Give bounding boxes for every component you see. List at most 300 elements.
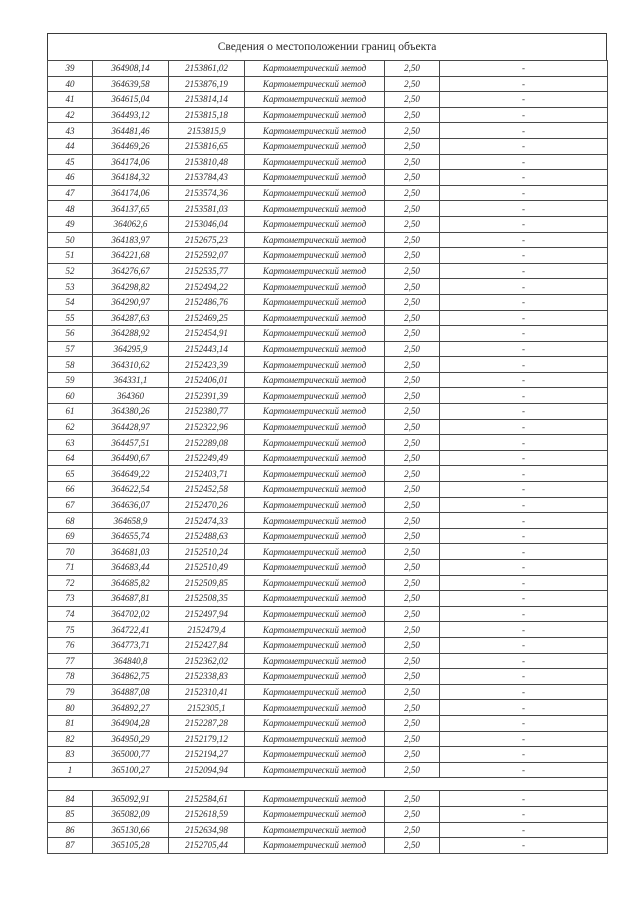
x-coordinate-cell: 364658,9 bbox=[93, 513, 169, 529]
point-number-cell: 84 bbox=[48, 791, 93, 807]
accuracy-cell: 2,50 bbox=[385, 669, 440, 685]
y-coordinate-cell: 2152179,12 bbox=[169, 731, 245, 747]
note-cell: - bbox=[440, 170, 608, 186]
note-cell: - bbox=[440, 92, 608, 108]
table-row bbox=[48, 669, 608, 685]
point-number-cell: 52 bbox=[48, 263, 93, 279]
table-row bbox=[48, 822, 608, 838]
table-row bbox=[48, 404, 608, 420]
x-coordinate-cell: 364655,74 bbox=[93, 528, 169, 544]
method-cell: Картометрический метод bbox=[245, 747, 385, 763]
method-cell: Картометрический метод bbox=[245, 450, 385, 466]
accuracy-cell: 2,50 bbox=[385, 201, 440, 217]
table-row bbox=[48, 731, 608, 747]
table-row bbox=[48, 450, 608, 466]
table-row bbox=[48, 435, 608, 451]
table-row bbox=[48, 591, 608, 607]
y-coordinate-cell: 2152584,61 bbox=[169, 791, 245, 807]
y-coordinate-cell: 2152474,33 bbox=[169, 513, 245, 529]
method-cell: Картометрический метод bbox=[245, 591, 385, 607]
x-coordinate-cell: 364493,12 bbox=[93, 107, 169, 123]
table-row bbox=[48, 216, 608, 232]
method-cell: Картометрический метод bbox=[245, 388, 385, 404]
method-cell: Картометрический метод bbox=[245, 341, 385, 357]
x-coordinate-cell: 364887,08 bbox=[93, 684, 169, 700]
method-cell: Картометрический метод bbox=[245, 466, 385, 482]
point-number-cell: 62 bbox=[48, 419, 93, 435]
note-cell: - bbox=[440, 107, 608, 123]
x-coordinate-cell: 364481,46 bbox=[93, 123, 169, 139]
x-coordinate-cell: 364639,58 bbox=[93, 76, 169, 92]
x-coordinate-cell: 365130,66 bbox=[93, 822, 169, 838]
x-coordinate-cell: 364310,62 bbox=[93, 357, 169, 373]
y-coordinate-cell: 2152423,39 bbox=[169, 357, 245, 373]
y-coordinate-cell: 2152494,22 bbox=[169, 279, 245, 295]
table-row bbox=[48, 497, 608, 513]
x-coordinate-cell: 364702,02 bbox=[93, 606, 169, 622]
note-cell: - bbox=[440, 263, 608, 279]
x-coordinate-cell: 364174,06 bbox=[93, 185, 169, 201]
y-coordinate-cell: 2152497,94 bbox=[169, 606, 245, 622]
y-coordinate-cell: 2152634,98 bbox=[169, 822, 245, 838]
x-coordinate-cell: 364360 bbox=[93, 388, 169, 404]
method-cell: Картометрический метод bbox=[245, 606, 385, 622]
table-row bbox=[48, 513, 608, 529]
x-coordinate-cell: 364288,92 bbox=[93, 326, 169, 342]
method-cell: Картометрический метод bbox=[245, 294, 385, 310]
accuracy-cell: 2,50 bbox=[385, 232, 440, 248]
point-number-cell: 83 bbox=[48, 747, 93, 763]
point-number-cell: 80 bbox=[48, 700, 93, 716]
x-coordinate-cell: 364428,97 bbox=[93, 419, 169, 435]
x-coordinate-cell: 364681,03 bbox=[93, 544, 169, 560]
point-number-cell: 53 bbox=[48, 279, 93, 295]
x-coordinate-cell: 365000,77 bbox=[93, 747, 169, 763]
note-cell: - bbox=[440, 419, 608, 435]
table-title: Сведения о местоположении границ объекта bbox=[47, 33, 607, 60]
method-cell: Картометрический метод bbox=[245, 622, 385, 638]
table-row bbox=[48, 279, 608, 295]
point-number-cell: 47 bbox=[48, 185, 93, 201]
y-coordinate-cell: 2153876,19 bbox=[169, 76, 245, 92]
note-cell: - bbox=[440, 822, 608, 838]
point-number-cell: 78 bbox=[48, 669, 93, 685]
table-row bbox=[48, 684, 608, 700]
accuracy-cell: 2,50 bbox=[385, 497, 440, 513]
y-coordinate-cell: 2152488,63 bbox=[169, 528, 245, 544]
note-cell: - bbox=[440, 388, 608, 404]
note-cell: - bbox=[440, 791, 608, 807]
table-row bbox=[48, 154, 608, 170]
x-coordinate-cell: 364908,14 bbox=[93, 61, 169, 77]
point-number-cell: 55 bbox=[48, 310, 93, 326]
table-row bbox=[48, 544, 608, 560]
y-coordinate-cell: 2153816,65 bbox=[169, 138, 245, 154]
table-row bbox=[48, 806, 608, 822]
boundary-coordinates-document bbox=[47, 33, 607, 854]
y-coordinate-cell: 2152469,25 bbox=[169, 310, 245, 326]
point-number-cell: 69 bbox=[48, 528, 93, 544]
accuracy-cell: 2,50 bbox=[385, 715, 440, 731]
note-cell: - bbox=[440, 700, 608, 716]
accuracy-cell: 2,50 bbox=[385, 279, 440, 295]
method-cell: Картометрический метод bbox=[245, 154, 385, 170]
method-cell: Картометрический метод bbox=[245, 731, 385, 747]
note-cell: - bbox=[440, 123, 608, 139]
accuracy-cell: 2,50 bbox=[385, 263, 440, 279]
x-coordinate-cell: 364062,6 bbox=[93, 216, 169, 232]
note-cell: - bbox=[440, 138, 608, 154]
note-cell: - bbox=[440, 637, 608, 653]
method-cell: Картометрический метод bbox=[245, 544, 385, 560]
x-coordinate-cell: 364380,26 bbox=[93, 404, 169, 420]
point-number-cell: 46 bbox=[48, 170, 93, 186]
accuracy-cell: 2,50 bbox=[385, 622, 440, 638]
y-coordinate-cell: 2152479,4 bbox=[169, 622, 245, 638]
accuracy-cell: 2,50 bbox=[385, 372, 440, 388]
coordinates-table-body-second-contour bbox=[48, 791, 608, 853]
method-cell: Картометрический метод bbox=[245, 232, 385, 248]
note-cell: - bbox=[440, 341, 608, 357]
note-cell: - bbox=[440, 575, 608, 591]
point-number-cell: 42 bbox=[48, 107, 93, 123]
y-coordinate-cell: 2152675,23 bbox=[169, 232, 245, 248]
x-coordinate-cell: 364687,81 bbox=[93, 591, 169, 607]
y-coordinate-cell: 2152535,77 bbox=[169, 263, 245, 279]
x-coordinate-cell: 364184,32 bbox=[93, 170, 169, 186]
table-row bbox=[48, 637, 608, 653]
method-cell: Картометрический метод bbox=[245, 435, 385, 451]
y-coordinate-cell: 2152443,14 bbox=[169, 341, 245, 357]
x-coordinate-cell: 364137,65 bbox=[93, 201, 169, 217]
point-number-cell: 54 bbox=[48, 294, 93, 310]
x-coordinate-cell: 364331,1 bbox=[93, 372, 169, 388]
y-coordinate-cell: 2152406,01 bbox=[169, 372, 245, 388]
x-coordinate-cell: 364221,68 bbox=[93, 248, 169, 264]
table-row bbox=[48, 653, 608, 669]
note-cell: - bbox=[440, 466, 608, 482]
accuracy-cell: 2,50 bbox=[385, 170, 440, 186]
point-number-cell: 60 bbox=[48, 388, 93, 404]
method-cell: Картометрический метод bbox=[245, 513, 385, 529]
accuracy-cell: 2,50 bbox=[385, 700, 440, 716]
x-coordinate-cell: 364722,41 bbox=[93, 622, 169, 638]
accuracy-cell: 2,50 bbox=[385, 294, 440, 310]
method-cell: Картометрический метод bbox=[245, 138, 385, 154]
method-cell: Картометрический метод bbox=[245, 357, 385, 373]
y-coordinate-cell: 2152289,08 bbox=[169, 435, 245, 451]
point-number-cell: 58 bbox=[48, 357, 93, 373]
y-coordinate-cell: 2152391,39 bbox=[169, 388, 245, 404]
x-coordinate-cell: 365105,28 bbox=[93, 838, 169, 854]
y-coordinate-cell: 2153581,03 bbox=[169, 201, 245, 217]
accuracy-cell: 2,50 bbox=[385, 357, 440, 373]
method-cell: Картометрический метод bbox=[245, 669, 385, 685]
method-cell: Картометрический метод bbox=[245, 560, 385, 576]
method-cell: Картометрический метод bbox=[245, 170, 385, 186]
y-coordinate-cell: 2152508,35 bbox=[169, 591, 245, 607]
y-coordinate-cell: 2152470,26 bbox=[169, 497, 245, 513]
accuracy-cell: 2,50 bbox=[385, 450, 440, 466]
accuracy-cell: 2,50 bbox=[385, 791, 440, 807]
point-number-cell: 59 bbox=[48, 372, 93, 388]
y-coordinate-cell: 2153861,02 bbox=[169, 61, 245, 77]
x-coordinate-cell: 364457,51 bbox=[93, 435, 169, 451]
note-cell: - bbox=[440, 684, 608, 700]
accuracy-cell: 2,50 bbox=[385, 61, 440, 77]
note-cell: - bbox=[440, 232, 608, 248]
y-coordinate-cell: 2152094,94 bbox=[169, 762, 245, 778]
table-row bbox=[48, 294, 608, 310]
point-number-cell: 61 bbox=[48, 404, 93, 420]
table-row bbox=[48, 528, 608, 544]
point-number-cell: 86 bbox=[48, 822, 93, 838]
table-row bbox=[48, 747, 608, 763]
method-cell: Картометрический метод bbox=[245, 575, 385, 591]
note-cell: - bbox=[440, 653, 608, 669]
accuracy-cell: 2,50 bbox=[385, 341, 440, 357]
x-coordinate-cell: 364840,8 bbox=[93, 653, 169, 669]
method-cell: Картометрический метод bbox=[245, 92, 385, 108]
table-row bbox=[48, 575, 608, 591]
table-row bbox=[48, 482, 608, 498]
point-number-cell: 39 bbox=[48, 61, 93, 77]
note-cell: - bbox=[440, 715, 608, 731]
table-row bbox=[48, 263, 608, 279]
y-coordinate-cell: 2152287,28 bbox=[169, 715, 245, 731]
note-cell: - bbox=[440, 482, 608, 498]
table-row bbox=[48, 61, 608, 77]
method-cell: Картометрический метод bbox=[245, 419, 385, 435]
table-row bbox=[48, 138, 608, 154]
method-cell: Картометрический метод bbox=[245, 263, 385, 279]
accuracy-cell: 2,50 bbox=[385, 838, 440, 854]
method-cell: Картометрический метод bbox=[245, 107, 385, 123]
y-coordinate-cell: 2153814,14 bbox=[169, 92, 245, 108]
accuracy-cell: 2,50 bbox=[385, 419, 440, 435]
note-cell: - bbox=[440, 528, 608, 544]
note-cell: - bbox=[440, 560, 608, 576]
method-cell: Картометрический метод bbox=[245, 216, 385, 232]
note-cell: - bbox=[440, 606, 608, 622]
accuracy-cell: 2,50 bbox=[385, 575, 440, 591]
accuracy-cell: 2,50 bbox=[385, 747, 440, 763]
accuracy-cell: 2,50 bbox=[385, 606, 440, 622]
point-number-cell: 51 bbox=[48, 248, 93, 264]
x-coordinate-cell: 364685,82 bbox=[93, 575, 169, 591]
method-cell: Картометрический метод bbox=[245, 248, 385, 264]
accuracy-cell: 2,50 bbox=[385, 684, 440, 700]
note-cell: - bbox=[440, 326, 608, 342]
point-number-cell: 49 bbox=[48, 216, 93, 232]
y-coordinate-cell: 2152510,24 bbox=[169, 544, 245, 560]
method-cell: Картометрический метод bbox=[245, 762, 385, 778]
note-cell: - bbox=[440, 154, 608, 170]
x-coordinate-cell: 364469,26 bbox=[93, 138, 169, 154]
table-row bbox=[48, 232, 608, 248]
method-cell: Картометрический метод bbox=[245, 637, 385, 653]
table-row bbox=[48, 76, 608, 92]
note-cell: - bbox=[440, 669, 608, 685]
x-coordinate-cell: 364298,82 bbox=[93, 279, 169, 295]
y-coordinate-cell: 2152305,1 bbox=[169, 700, 245, 716]
method-cell: Картометрический метод bbox=[245, 372, 385, 388]
point-number-cell: 1 bbox=[48, 762, 93, 778]
method-cell: Картометрический метод bbox=[245, 123, 385, 139]
table-row bbox=[48, 372, 608, 388]
method-cell: Картометрический метод bbox=[245, 791, 385, 807]
accuracy-cell: 2,50 bbox=[385, 76, 440, 92]
note-cell: - bbox=[440, 591, 608, 607]
method-cell: Картометрический метод bbox=[245, 326, 385, 342]
x-coordinate-cell: 364950,29 bbox=[93, 731, 169, 747]
accuracy-cell: 2,50 bbox=[385, 123, 440, 139]
point-number-cell: 57 bbox=[48, 341, 93, 357]
y-coordinate-cell: 2153815,9 bbox=[169, 123, 245, 139]
accuracy-cell: 2,50 bbox=[385, 107, 440, 123]
y-coordinate-cell: 2152380,77 bbox=[169, 404, 245, 420]
note-cell: - bbox=[440, 61, 608, 77]
accuracy-cell: 2,50 bbox=[385, 762, 440, 778]
table-separator bbox=[48, 778, 608, 791]
note-cell: - bbox=[440, 622, 608, 638]
y-coordinate-cell: 2152310,41 bbox=[169, 684, 245, 700]
y-coordinate-cell: 2152592,07 bbox=[169, 248, 245, 264]
note-cell: - bbox=[440, 294, 608, 310]
x-coordinate-cell: 364636,07 bbox=[93, 497, 169, 513]
x-coordinate-cell: 364615,04 bbox=[93, 92, 169, 108]
y-coordinate-cell: 2152249,49 bbox=[169, 450, 245, 466]
note-cell: - bbox=[440, 544, 608, 560]
accuracy-cell: 2,50 bbox=[385, 560, 440, 576]
method-cell: Картометрический метод bbox=[245, 76, 385, 92]
coordinates-table-body-main bbox=[48, 61, 608, 778]
table-row bbox=[48, 715, 608, 731]
point-number-cell: 87 bbox=[48, 838, 93, 854]
note-cell: - bbox=[440, 248, 608, 264]
accuracy-cell: 2,50 bbox=[385, 388, 440, 404]
point-number-cell: 66 bbox=[48, 482, 93, 498]
y-coordinate-cell: 2153574,36 bbox=[169, 185, 245, 201]
point-number-cell: 85 bbox=[48, 806, 93, 822]
x-coordinate-cell: 364773,71 bbox=[93, 637, 169, 653]
note-cell: - bbox=[440, 497, 608, 513]
x-coordinate-cell: 364904,28 bbox=[93, 715, 169, 731]
x-coordinate-cell: 364622,54 bbox=[93, 482, 169, 498]
table-row bbox=[48, 310, 608, 326]
table-row bbox=[48, 341, 608, 357]
table-row bbox=[48, 419, 608, 435]
x-coordinate-cell: 364174,06 bbox=[93, 154, 169, 170]
x-coordinate-cell: 364683,44 bbox=[93, 560, 169, 576]
accuracy-cell: 2,50 bbox=[385, 404, 440, 420]
x-coordinate-cell: 365082,09 bbox=[93, 806, 169, 822]
accuracy-cell: 2,50 bbox=[385, 731, 440, 747]
accuracy-cell: 2,50 bbox=[385, 466, 440, 482]
note-cell: - bbox=[440, 372, 608, 388]
y-coordinate-cell: 2152338,83 bbox=[169, 669, 245, 685]
point-number-cell: 40 bbox=[48, 76, 93, 92]
method-cell: Картометрический метод bbox=[245, 806, 385, 822]
accuracy-cell: 2,50 bbox=[385, 435, 440, 451]
method-cell: Картометрический метод bbox=[245, 310, 385, 326]
note-cell: - bbox=[440, 310, 608, 326]
accuracy-cell: 2,50 bbox=[385, 138, 440, 154]
table-row bbox=[48, 388, 608, 404]
x-coordinate-cell: 365092,91 bbox=[93, 791, 169, 807]
point-number-cell: 41 bbox=[48, 92, 93, 108]
y-coordinate-cell: 2152322,96 bbox=[169, 419, 245, 435]
note-cell: - bbox=[440, 747, 608, 763]
method-cell: Картометрический метод bbox=[245, 700, 385, 716]
y-coordinate-cell: 2152486,76 bbox=[169, 294, 245, 310]
point-number-cell: 79 bbox=[48, 684, 93, 700]
note-cell: - bbox=[440, 404, 608, 420]
method-cell: Картометрический метод bbox=[245, 528, 385, 544]
separator-cell bbox=[48, 778, 608, 791]
point-number-cell: 63 bbox=[48, 435, 93, 451]
y-coordinate-cell: 2152427,84 bbox=[169, 637, 245, 653]
point-number-cell: 44 bbox=[48, 138, 93, 154]
note-cell: - bbox=[440, 201, 608, 217]
x-coordinate-cell: 364183,97 bbox=[93, 232, 169, 248]
accuracy-cell: 2,50 bbox=[385, 528, 440, 544]
note-cell: - bbox=[440, 185, 608, 201]
point-number-cell: 82 bbox=[48, 731, 93, 747]
method-cell: Картометрический метод bbox=[245, 185, 385, 201]
accuracy-cell: 2,50 bbox=[385, 544, 440, 560]
x-coordinate-cell: 364892,27 bbox=[93, 700, 169, 716]
table-row bbox=[48, 185, 608, 201]
method-cell: Картометрический метод bbox=[245, 838, 385, 854]
table-row bbox=[48, 838, 608, 854]
point-number-cell: 70 bbox=[48, 544, 93, 560]
method-cell: Картометрический метод bbox=[245, 497, 385, 513]
method-cell: Картометрический метод bbox=[245, 482, 385, 498]
method-cell: Картометрический метод bbox=[245, 715, 385, 731]
table-row bbox=[48, 201, 608, 217]
point-number-cell: 72 bbox=[48, 575, 93, 591]
y-coordinate-cell: 2152452,58 bbox=[169, 482, 245, 498]
note-cell: - bbox=[440, 279, 608, 295]
point-number-cell: 68 bbox=[48, 513, 93, 529]
note-cell: - bbox=[440, 513, 608, 529]
point-number-cell: 65 bbox=[48, 466, 93, 482]
point-number-cell: 77 bbox=[48, 653, 93, 669]
method-cell: Картометрический метод bbox=[245, 279, 385, 295]
note-cell: - bbox=[440, 762, 608, 778]
y-coordinate-cell: 2152705,44 bbox=[169, 838, 245, 854]
accuracy-cell: 2,50 bbox=[385, 806, 440, 822]
method-cell: Картометрический метод bbox=[245, 61, 385, 77]
method-cell: Картометрический метод bbox=[245, 822, 385, 838]
note-cell: - bbox=[440, 357, 608, 373]
note-cell: - bbox=[440, 450, 608, 466]
point-number-cell: 50 bbox=[48, 232, 93, 248]
note-cell: - bbox=[440, 216, 608, 232]
y-coordinate-cell: 2152362,02 bbox=[169, 653, 245, 669]
accuracy-cell: 2,50 bbox=[385, 248, 440, 264]
separator-row bbox=[48, 778, 608, 791]
point-number-cell: 56 bbox=[48, 326, 93, 342]
y-coordinate-cell: 2152509,85 bbox=[169, 575, 245, 591]
y-coordinate-cell: 2153784,43 bbox=[169, 170, 245, 186]
y-coordinate-cell: 2153815,18 bbox=[169, 107, 245, 123]
table-row bbox=[48, 123, 608, 139]
accuracy-cell: 2,50 bbox=[385, 653, 440, 669]
accuracy-cell: 2,50 bbox=[385, 154, 440, 170]
x-coordinate-cell: 364287,63 bbox=[93, 310, 169, 326]
